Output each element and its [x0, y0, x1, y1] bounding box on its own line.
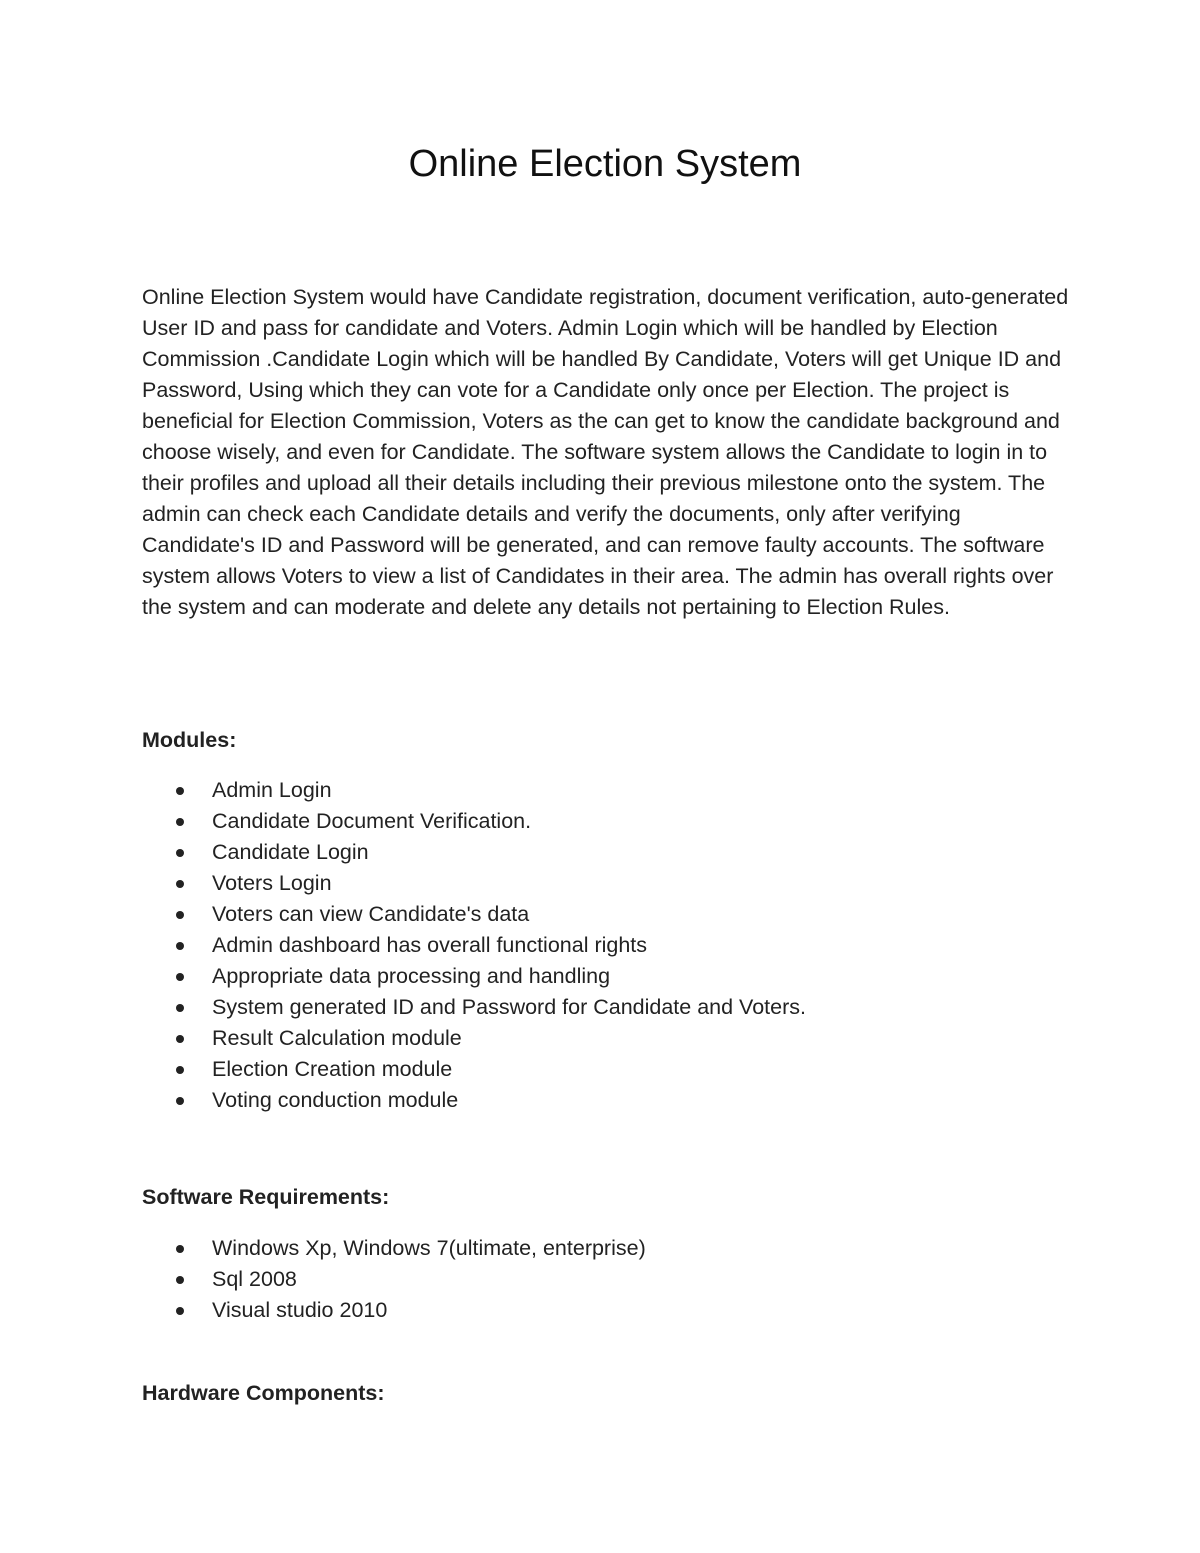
list-item-label: Result Calculation module — [212, 1026, 462, 1050]
list-item-label: Voters can view Candidate's data — [212, 902, 530, 926]
list-item — [142, 806, 806, 837]
list-item — [142, 1085, 806, 1116]
list-item — [142, 1054, 806, 1085]
list-item-label: Candidate Document Verification. — [212, 809, 532, 833]
list-item-label: Visual studio 2010 — [212, 1298, 388, 1322]
list-item-label: Windows Xp, Windows 7(ultimate, enterprise) — [212, 1236, 646, 1260]
list-item — [142, 775, 806, 806]
list-item — [142, 1295, 646, 1326]
bullet-icon — [176, 942, 184, 950]
bullet-icon — [176, 1004, 184, 1012]
bullet-icon — [176, 1097, 184, 1105]
bullet-icon — [176, 818, 184, 826]
bullet-icon — [176, 787, 184, 795]
list-item-label: Election Creation module — [212, 1057, 453, 1081]
bullet-icon — [176, 849, 184, 857]
bullet-icon — [176, 880, 184, 888]
list-item-label: Candidate Login — [212, 840, 369, 864]
software-requirements-list — [142, 1233, 646, 1326]
bullet-icon — [176, 1307, 184, 1315]
bullet-icon — [176, 973, 184, 981]
software-requirements-heading: Software Requirements: — [142, 1185, 390, 1209]
list-item — [142, 1023, 806, 1054]
list-item-label: Sql 2008 — [212, 1267, 297, 1291]
intro-paragraph: Online Election System would have Candidate registration, document verification, auto-generated User ID and pass for candidate and Voters. Admin Login which will be handled by Election Commission .Candidate Login which will be handled By Candidate, Voters will get Unique ID and Password, Using which they can vote for a Candidate only once per Election. The project is beneficial for Election Commission, Voters as the can get to know the candidate background and choose wisely, and even for Candidate. The software system allows the Candidate to login in to their profiles and upload all their details including their previous milestone onto the system. The admin can check each Candidate details and verify the documents, only after verifying Candidate's ID and Password will be generated, and can remove faulty accounts. The software system allows Voters to view a list of Candidates in their area. The admin has overall rights over the system and can moderate and delete any details not pertaining to Election Rules. — [142, 285, 1069, 619]
list-item-label: Voting conduction module — [212, 1088, 459, 1112]
list-item — [142, 868, 806, 899]
bullet-icon — [176, 1066, 184, 1074]
list-item-label: Admin Login — [212, 778, 332, 802]
list-item — [142, 837, 806, 868]
list-item-label: Voters Login — [212, 871, 332, 895]
hardware-components-heading: Hardware Components: — [142, 1381, 385, 1405]
list-item — [142, 930, 806, 961]
bullet-icon — [176, 1276, 184, 1284]
list-item — [142, 992, 806, 1023]
bullet-icon — [176, 911, 184, 919]
list-item — [142, 899, 806, 930]
modules-heading: Modules: — [142, 728, 237, 752]
modules-list — [142, 775, 806, 1116]
bullet-icon — [176, 1245, 184, 1253]
list-item — [142, 961, 806, 992]
list-item — [142, 1264, 646, 1295]
bullet-icon — [176, 1035, 184, 1043]
list-item-label: Admin dashboard has overall functional rights — [212, 933, 648, 957]
list-item-label: Appropriate data processing and handling — [212, 964, 611, 988]
document-title: Online Election System — [408, 143, 802, 185]
list-item-label: System generated ID and Password for Candidate and Voters. — [212, 995, 806, 1019]
list-item — [142, 1233, 646, 1264]
